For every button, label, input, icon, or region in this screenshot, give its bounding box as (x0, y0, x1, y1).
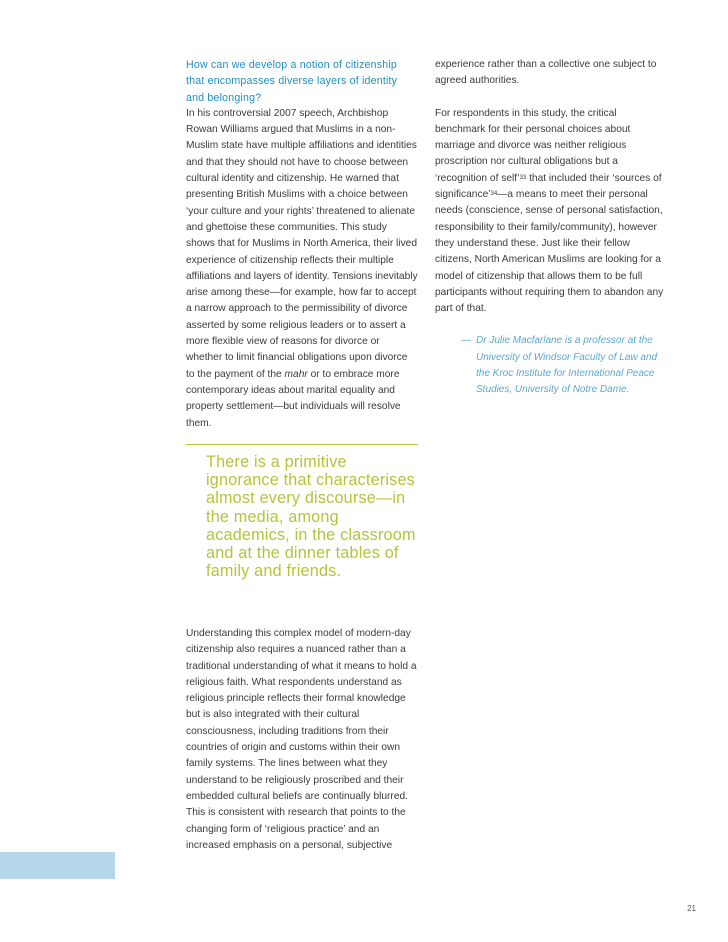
paragraph-spacer (435, 90, 665, 106)
footnote-ref[interactable]: 33 (519, 174, 527, 181)
pull-quote-divider (186, 444, 418, 445)
body-text: —a means to meet their personal needs (conscience, sense of personal satisfaction, responsibility to their family/community), however they understand these. Just like their fellow citizens, North American Muslims are looking for a model of citizenship that allows them to be full participants without requiring them to abandon any part of that. (435, 189, 664, 315)
left-column-continued (186, 626, 418, 854)
section-heading: How can we develop a notion of citizenship that encompasses diverse layers of identity and belonging? (186, 59, 398, 104)
author-attribution (435, 333, 665, 398)
body-paragraph: Understanding this complex model of modern-day citizenship also requires a nuanced rather than a traditional understanding of what it means to hold a religious faith. What respondents understand as religious principle reflects their formal knowledge but is also integrated with their cultural consciousness, including traditions from their countries of origin and customs within their own family systems. The lines between what they understand to be religiously proscribed and their embedded cultural beliefs are continually blurred. This is consistent with research that points to the changing form of ‘religious practice’ and an increased emphasis on a personal, subjective (186, 628, 417, 851)
body-text: In his controversial 2007 speech, Archbishop Rowan Williams argued that Muslims in a non-Muslim state have multiple affiliations and identities and that they should not have to choose between cultural identity and citizenship. He warned that presenting British Muslims with a choice between ‘your culture and your rights’ threatened to alienate and ghettoise these communities. This study shows that for Muslims in North America, their lived experience of citizenship reflects their multiple affiliations and layers of identity. Tensions inevitably arise among these—for example, how far to accept a narrow approach to the permissibility of divorce asserted by some religious leaders or to assert a more flexible view of reasons for divorce or whether to limit financial obligations upon divorce to the payment of the (186, 107, 418, 380)
attribution-text: Dr Julie Macfarlane is a professor at the University of Windsor Faculty of Law and the Kroc Institute for International Peace Studies, University of Notre Dame. (476, 335, 658, 396)
page-number: 21 (687, 904, 696, 913)
body-text: or to embrace more contemporary ideas about marital equality and property settlement—but individuals will resolve them. (186, 368, 401, 429)
mahr-term: mahr (284, 368, 308, 380)
attribution-dash: — (461, 335, 471, 347)
pull-quote: There is a primitive ignorance that characterises almost every discourse—in the media, among academics, in the classroom and at the dinner tables of family and friends. (206, 453, 416, 581)
footnote-ref[interactable]: 34 (490, 191, 498, 198)
left-column (186, 57, 418, 432)
body-text: For respondents in this study, the critical benchmark for their personal choices about marriage and divorce was neither religious proscription nor cultural obligations but a ‘recognition of self’ (435, 107, 631, 184)
body-paragraph (435, 106, 665, 318)
body-text: that included their ‘sources of significance’ (435, 172, 662, 201)
right-column (435, 57, 665, 399)
body-paragraph: experience rather than a collective one subject to agreed authorities. (435, 59, 657, 87)
decorative-color-block (0, 852, 115, 879)
body-paragraph (186, 106, 418, 432)
